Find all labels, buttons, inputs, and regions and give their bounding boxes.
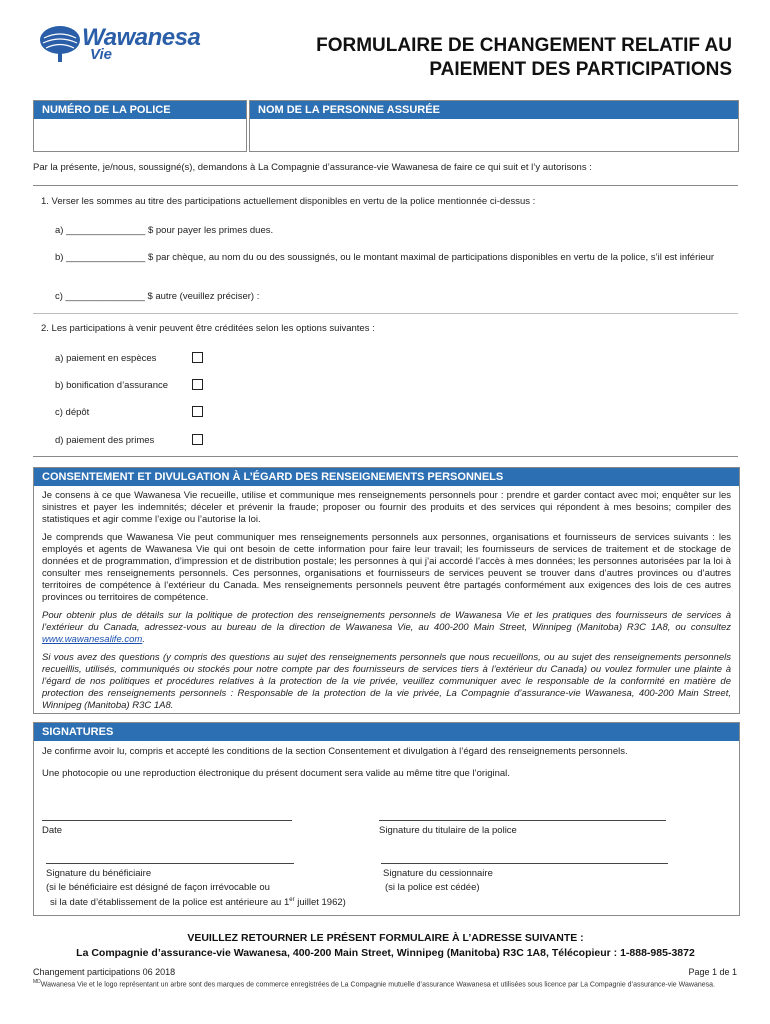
assignee-signature-line[interactable]	[381, 863, 668, 864]
consent-paragraph-4: Si vous avez des questions (y compris des questions au sujet des renseignements personnels que nous recueillons, ou au sujet des renseignements personnels recueillis, utilisés, communiqués ou stockés pour notre compte par des fournisseurs de services tiers à l’extérieur du Canada) ou voulez formuler une plainte à l’égard de nos politiques et procédures relatives à la protection de la vie privée, veuillez communiquer avec le responsable de la conformité en matière de protection des renseignements personnels : Responsable de la protection de la vie privée, La Compagnie d’assurance-vie Wawanesa, 400-200 Main Street, Winnipeg (Manitoba) R3C 1A8.	[42, 652, 731, 711]
brand-name: Wawanesa	[82, 24, 201, 51]
beneficiary-note-2-text: si la date d’établissement de la police est antérieure au 1	[50, 897, 290, 909]
section1-option-c: c) _______________ $ autre (veuillez préciser) :	[55, 291, 260, 302]
option-deposit: c) dépôt	[55, 407, 90, 418]
return-address: La Compagnie d’assurance-vie Wawanesa, 400-200 Main Street, Winnipeg (Manitoba) R3C 1A8, Télécopieur : 1-888-985-3872	[76, 947, 695, 959]
consent-paragraph-3	[42, 610, 731, 646]
consent-paragraph-3-end: .	[142, 634, 145, 645]
option-paid-up: b) bonification d’assurance	[55, 380, 169, 391]
beneficiary-signature-line[interactable]	[46, 863, 294, 864]
wawanesa-website-link[interactable]: www.wawanesalife.com	[42, 634, 143, 645]
form-id: Changement participations 06 2018	[33, 967, 176, 977]
page-number: Page 1 de 1	[688, 967, 737, 977]
consent-paragraph-2: Je comprends que Wawanesa Vie peut communiquer mes renseignements personnels aux personnes, organisations et fournisseurs de services suivants : les employés et agents de Wawanesa Vie qui ont besoin de cette information pour faire leur travail; les fournisseurs de services de traitement et de stockage de données et de programmation, d’impression et de distribution postale; les personnes à qui j’ai accordé l’accès à mes données; les personnes autorisées par la loi à consulter mes renseignements personnels. Ces personnes, organisations et fournisseurs de services peuvent se trouver dans d’autres provinces ou d’autres territoires de compétence à l’extérieur du Canada. Mes renseignements personnels peuvent être partagés conformément aux exigences des lois de ces autres provinces ou territoires de compétence.	[42, 532, 731, 603]
intro-text: Par la présente, je/nous, soussigné(s), demandons à La Compagnie d’assurance-vie Wawanesa de faire ce qui suit et l’y autorisons :	[33, 162, 592, 173]
signatures-header: SIGNATURES	[34, 723, 739, 741]
assignee-signature-label: Signature du cessionnaire	[383, 868, 493, 879]
consent-section	[33, 467, 740, 714]
trademark-text: Wawanesa Vie et le logo représentant un arbre sont des marques de commerce enregistrées de La Compagnie mutuelle d’assurance Wawanesa et utilisées sous licence par La Compagnie d’assurance-vie Wawanesa.	[40, 981, 715, 989]
trademark-notice	[33, 978, 738, 990]
date-line[interactable]	[42, 820, 292, 821]
option-paid-up-checkbox[interactable]	[192, 379, 203, 390]
insured-name-field[interactable]	[250, 119, 738, 150]
section-divider	[33, 313, 738, 314]
wawanesa-tree-logo-icon	[38, 24, 82, 64]
signatures-confirm-text: Je confirme avoir lu, compris et accepté les conditions de la section Consentement et divulgation à l’égard des renseignements personnels.	[42, 746, 628, 757]
insured-name-box	[249, 100, 739, 152]
beneficiary-note-1: (si le bénéficiaire est désigné de façon irrévocable ou	[46, 882, 270, 893]
insured-name-label: NOM DE LA PERSONNE ASSURÉE	[250, 101, 738, 119]
return-instruction: VEUILLEZ RETOURNER LE PRÉSENT FORMULAIRE À L’ADRESSE SUIVANTE :	[187, 932, 584, 944]
holder-signature-label: Signature du titulaire de la police	[379, 825, 517, 836]
assignee-note: (si la police est cédée)	[385, 882, 480, 893]
beneficiary-note-2-end: juillet 1962)	[294, 897, 346, 909]
consent-header: CONSENTEMENT ET DIVULGATION À L’ÉGARD DES RENSEIGNEMENTS PERSONNELS	[34, 468, 739, 486]
section1-option-a: a) _______________ $ pour payer les primes dues.	[55, 225, 274, 236]
policy-number-label: NUMÉRO DE LA POLICE	[34, 101, 246, 119]
beneficiary-note-2	[50, 894, 346, 909]
policy-number-box	[33, 100, 247, 152]
title-line-1: FORMULAIRE DE CHANGEMENT RELATIF AU	[316, 35, 732, 56]
consent-body	[34, 486, 739, 712]
page-title	[212, 34, 732, 82]
title-line-2: PAIEMENT DES PARTICIPATIONS	[429, 59, 732, 80]
option-premiums-checkbox[interactable]	[192, 434, 203, 445]
date-label: Date	[42, 825, 63, 836]
section2-heading: 2. Les participations à venir peuvent être créditées selon les options suivantes :	[41, 323, 375, 334]
instructions-box	[33, 185, 738, 457]
policy-number-field[interactable]	[34, 119, 246, 150]
option-premiums: d) paiement des primes	[55, 435, 155, 446]
option-cash-checkbox[interactable]	[192, 352, 203, 363]
section1-option-b: b) _______________ $ par chèque, au nom du ou des soussignés, ou le montant maximal de participations disponibles en vertu de la police, s’il est inférieur	[55, 252, 715, 263]
beneficiary-signature-label: Signature du bénéficiaire	[46, 868, 152, 879]
section1-heading: 1. Verser les sommes au titre des participations actuellement disponibles en vertu de la police mentionnée ci-dessus :	[41, 196, 536, 207]
option-cash: a) paiement en espèces	[55, 353, 157, 364]
trademark-sup: MD	[33, 979, 41, 985]
consent-paragraph-3-text: Pour obtenir plus de détails sur la politique de protection des renseignements personnels de Wawanesa Vie et les pratiques des fournisseurs de services à l’extérieur du Canada, adressez-vous au bureau de la direction de Wawanesa Vie, au 400-200 Main Street, Winnipeg (Manitoba) R3C 1A8, ou consultez	[42, 610, 731, 633]
consent-paragraph-1: Je consens à ce que Wawanesa Vie recueille, utilise et communique mes renseignements personnels pour : prendre et garder contact avec moi; enquêter sur les sinistres et payer les indemnités; déceler et prévenir la fraude; proposer ou fournir des produits et des services qui répondent à mes besoins; compiler des statistiques et agir comme l’exige ou l’autorise la loi.	[42, 490, 731, 525]
holder-signature-line[interactable]	[379, 820, 666, 821]
brand-sub: Vie	[90, 46, 112, 63]
signatures-copy-text: Une photocopie ou une reproduction électronique du présent document sera valide au même titre que l’original.	[42, 768, 510, 779]
beneficiary-note-2-sup: er	[289, 897, 295, 903]
signatures-section	[33, 722, 740, 916]
option-deposit-checkbox[interactable]	[192, 406, 203, 417]
